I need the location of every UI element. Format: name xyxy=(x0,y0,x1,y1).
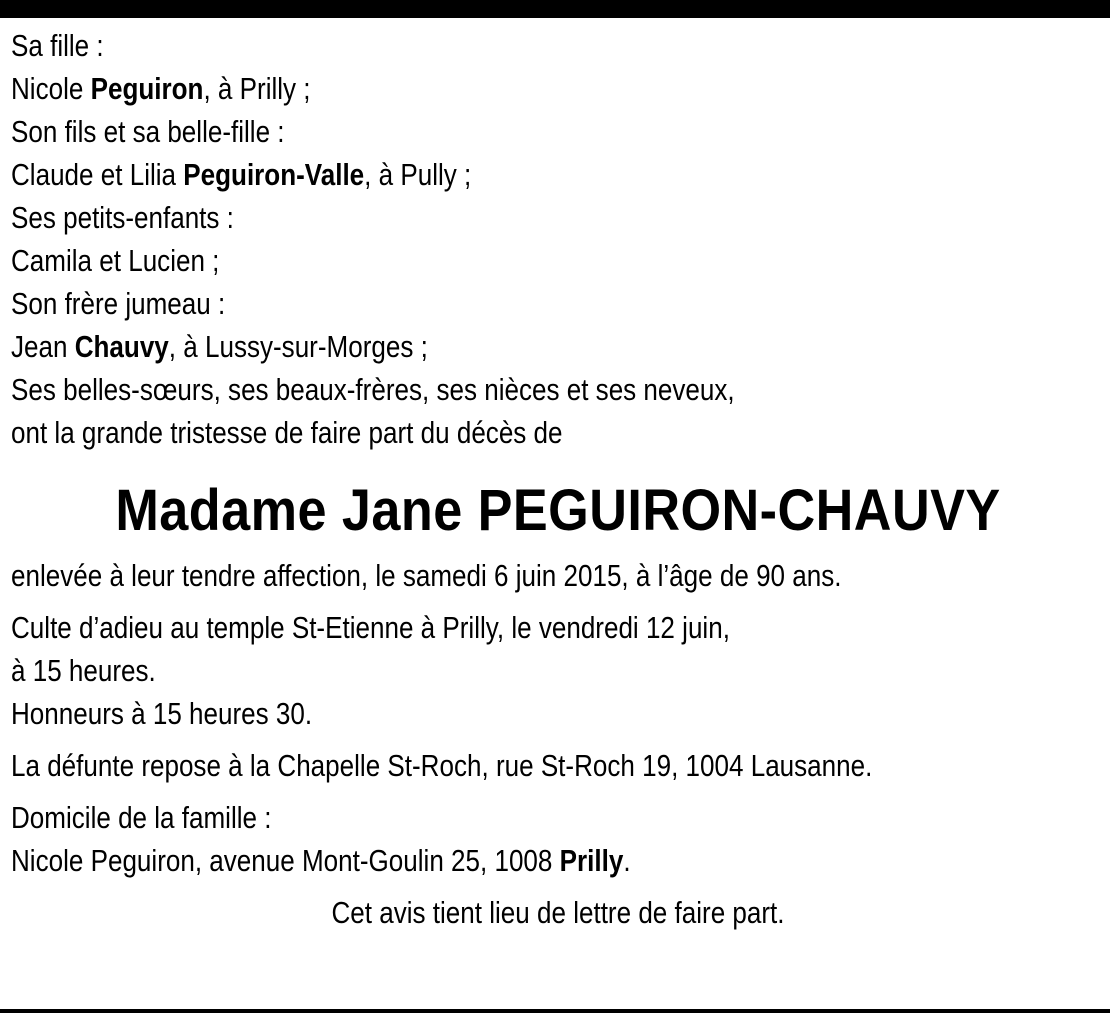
bottom-rule xyxy=(0,1009,1110,1013)
ceremony-line-1: Culte d’adieu au temple St-Etienne à Prilly, le vendredi 12 juin, xyxy=(11,610,730,645)
twin-surname: Chauvy xyxy=(74,329,169,364)
daughter-line xyxy=(11,67,930,110)
domicile-end: . xyxy=(623,843,631,878)
twin-given: Jean xyxy=(11,329,68,364)
domicile-city: Prilly xyxy=(559,843,624,878)
domicile-heading: Domicile de la famille : xyxy=(11,800,272,835)
death-notice: enlevée à leur tendre affection, le samedi 6 juin 2015, à l’âge de 90 ans. xyxy=(11,558,842,593)
grandchildren-heading: Ses petits-enfants : xyxy=(11,200,234,235)
deceased-name: Madame Jane PEGUIRON-CHAUVY xyxy=(115,478,1001,543)
ceremony-line-2: à 15 heures. xyxy=(11,653,156,688)
son-line xyxy=(11,153,930,196)
rest-place: La défunte repose à la Chapelle St-Roch, rue St-Roch 19, 1004 Lausanne. xyxy=(11,748,873,783)
daughter-heading: Sa fille : xyxy=(11,28,104,63)
son-surname: Peguiron-Valle xyxy=(183,157,365,192)
twin-line xyxy=(11,325,930,368)
son-given: Claude et Lilia xyxy=(11,157,177,192)
ceremony-line-3: Honneurs à 15 heures 30. xyxy=(11,696,313,731)
daughter-surname: Peguiron xyxy=(90,71,204,106)
son-place: , à Pully ; xyxy=(364,157,472,192)
announcement-line: ont la grande tristesse de faire part du décès de xyxy=(11,415,563,450)
obituary-notice xyxy=(11,24,1105,934)
closing-note: Cet avis tient lieu de lettre de faire part. xyxy=(331,895,785,930)
daughter-place: , à Prilly ; xyxy=(203,71,311,106)
twin-heading: Son frère jumeau : xyxy=(11,286,226,321)
top-rule xyxy=(0,0,1110,18)
son-heading: Son fils et sa belle-fille : xyxy=(11,114,285,149)
twin-place: , à Lussy-sur-Morges ; xyxy=(168,329,428,364)
daughter-given: Nicole xyxy=(11,71,84,106)
grandchildren-line: Camila et Lucien ; xyxy=(11,243,220,278)
in-laws-line: Ses belles-sœurs, ses beaux-frères, ses nièces et ses neveux, xyxy=(11,372,735,407)
domicile-address xyxy=(11,839,930,882)
domicile-street: Nicole Peguiron, avenue Mont-Goulin 25, 1008 xyxy=(11,843,560,878)
